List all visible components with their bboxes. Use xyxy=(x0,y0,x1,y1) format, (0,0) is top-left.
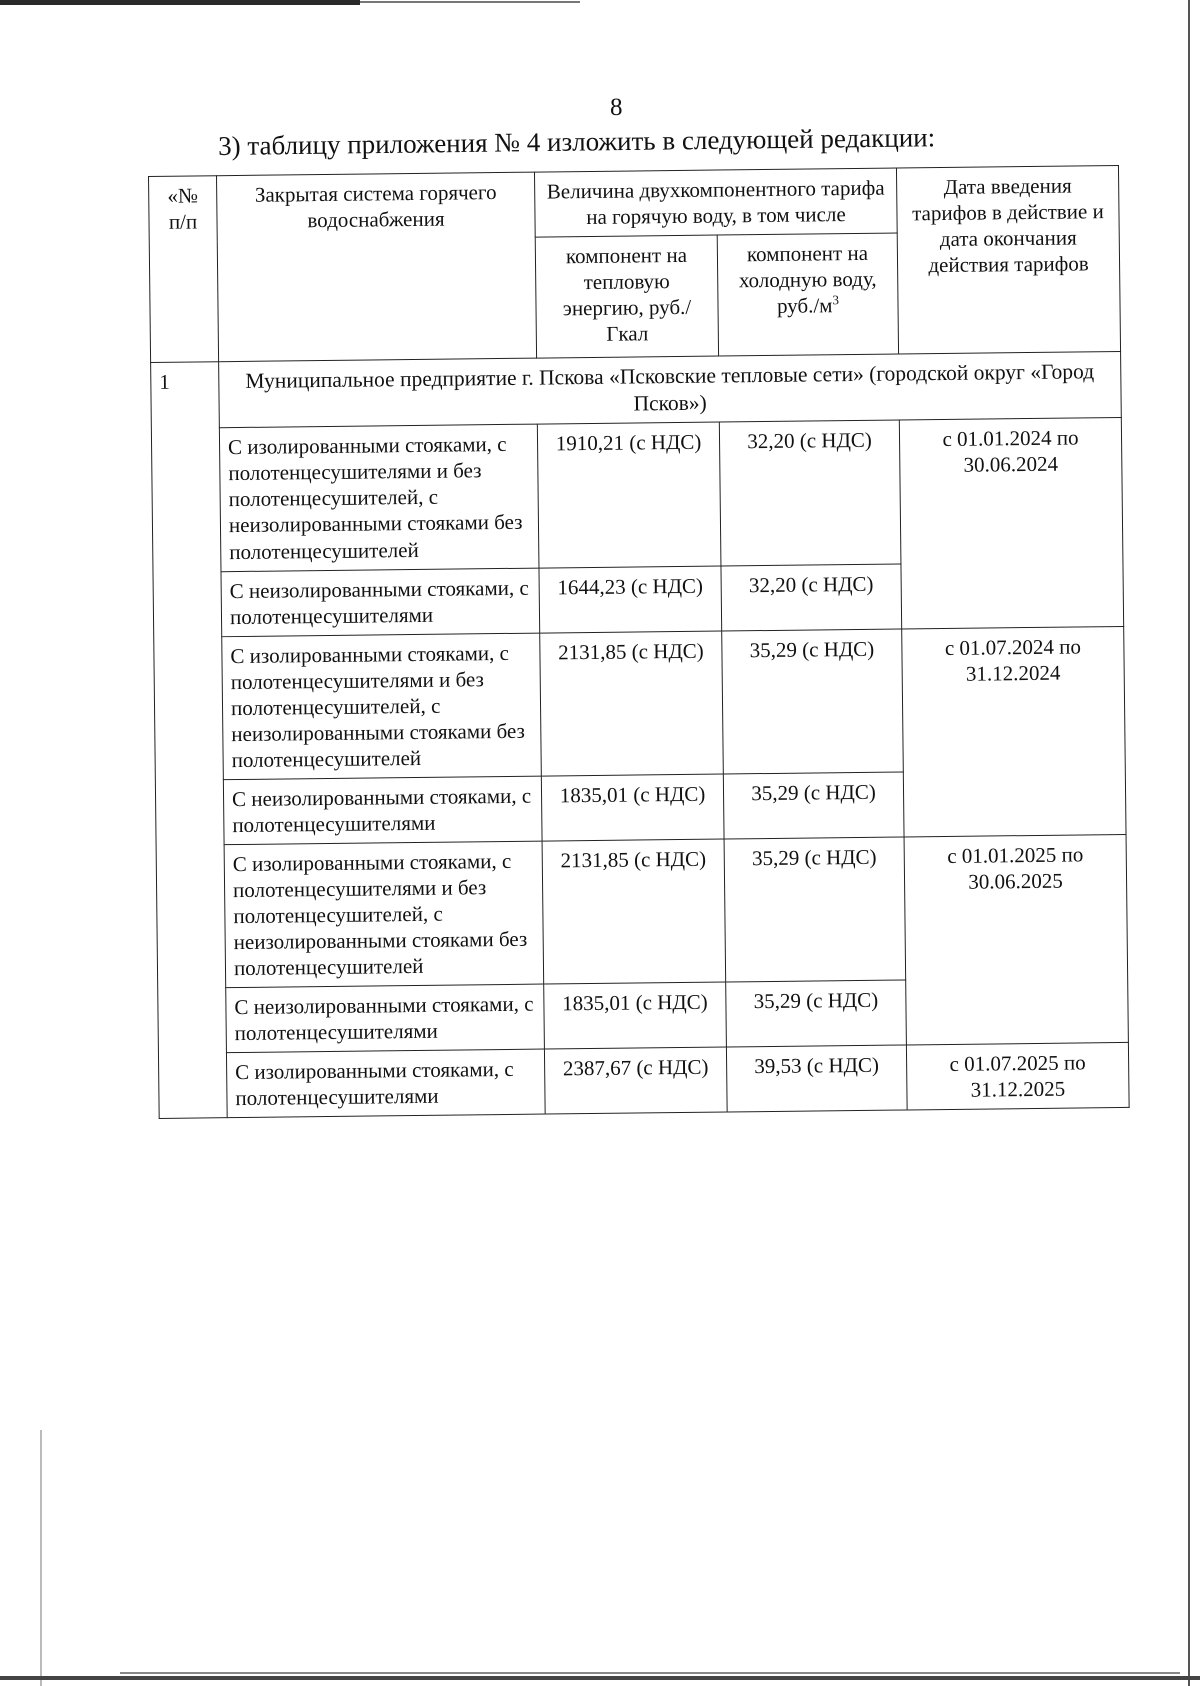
tariff-table-body xyxy=(149,165,1130,1118)
cold-component-value: 35,29 (с НДС) xyxy=(722,629,904,774)
period-dates: с 01.07.2025 по 31.12.2025 xyxy=(906,1042,1129,1110)
organization-name: Муниципальное предприятие г. Пскова «Псковские тепловые сети» (городской округ «Город Псков») xyxy=(219,352,1122,429)
scan-edge-top xyxy=(0,0,360,5)
system-type-cell: С неизолированными стояками, с полотенцесушителями xyxy=(221,568,540,637)
heat-component-value: 2131,85 (с НДС) xyxy=(542,839,726,984)
cold-component-value: 35,29 (с НДС) xyxy=(723,772,904,839)
system-type-cell: С изолированными стояками, с полотенцесушителями и без полотенцесушителей, с неизолированными стояками без полотенцесушителей xyxy=(219,424,539,571)
header-cold-component-text: компонент на холодную воду, руб./м xyxy=(738,240,877,318)
scan-edge-right xyxy=(1188,0,1190,1686)
header-row-top xyxy=(149,165,1120,241)
period-dates: с 01.01.2025 по 30.06.2025 xyxy=(904,834,1128,1045)
scan-edge-left xyxy=(40,1430,42,1686)
heat-component-value: 2387,67 (с НДС) xyxy=(544,1047,727,1114)
heat-component-value: 1910,21 (с НДС) xyxy=(537,422,721,567)
cold-component-value: 39,53 (с НДС) xyxy=(726,1045,907,1112)
heat-component-value: 1835,01 (с НДС) xyxy=(544,982,727,1049)
header-num: «№ п/п xyxy=(149,176,219,363)
system-type-cell: С неизолированными стояками, с полотенцесушителями xyxy=(226,984,545,1053)
tariff-table xyxy=(148,165,1130,1119)
organization-row xyxy=(151,352,1122,429)
scan-edge-bottom-thin xyxy=(120,1672,1180,1674)
cold-component-value: 32,20 (с НДС) xyxy=(721,564,902,631)
heat-component-value: 1835,01 (с НДС) xyxy=(541,774,724,841)
header-cold-component-sup: 3 xyxy=(832,292,840,308)
cold-component-value: 35,29 (с НДС) xyxy=(726,980,907,1047)
header-heat-component: компонент на тепловую энергию, руб./Гкал xyxy=(535,235,718,358)
cold-component-value: 32,20 (с НДС) xyxy=(719,420,901,565)
cold-component-value: 35,29 (с НДС) xyxy=(724,837,906,982)
table-row xyxy=(151,418,1123,572)
system-type-cell: С неизолированными стояками, с полотенцесушителями xyxy=(223,776,542,845)
intro-text: 3) таблицу приложения № 4 изложить в следующей редакции: xyxy=(218,122,936,161)
header-dates: Дата введения тарифов в действие и дата окончания действия тарифов xyxy=(896,165,1120,354)
heat-component-value: 1644,23 (с НДС) xyxy=(539,566,722,633)
table-row xyxy=(158,1042,1129,1118)
page-number: 8 xyxy=(610,94,623,121)
system-type-cell: С изолированными стояками, с полотенцесушителями xyxy=(226,1049,545,1118)
heat-component-value: 2131,85 (с НДС) xyxy=(540,631,724,776)
system-type-cell: С изолированными стояками, с полотенцесушителями и без полотенцесушителей, с неизолированными стояками без полотенцесушителей xyxy=(222,633,542,780)
header-cold-component xyxy=(717,233,898,356)
row-number: 1 xyxy=(151,362,228,1119)
header-system: Закрытая система горячего водоснабжения xyxy=(217,172,537,362)
header-tariff-group: Величина двухкомпонентного тарифа на горячую воду, в том числе xyxy=(534,168,897,237)
period-dates: с 01.01.2024 по 30.06.2024 xyxy=(899,418,1123,629)
system-type-cell: С изолированными стояками, с полотенцесушителями и без полотенцесушителей, с неизолированными стояками без полотенцесушителей xyxy=(224,841,544,988)
scan-edge-bottom xyxy=(0,1676,1200,1680)
period-dates: с 01.07.2024 по 31.12.2024 xyxy=(902,626,1126,837)
scan-edge-top-thin xyxy=(360,1,580,3)
table-row xyxy=(154,626,1126,780)
table-row xyxy=(156,834,1128,988)
